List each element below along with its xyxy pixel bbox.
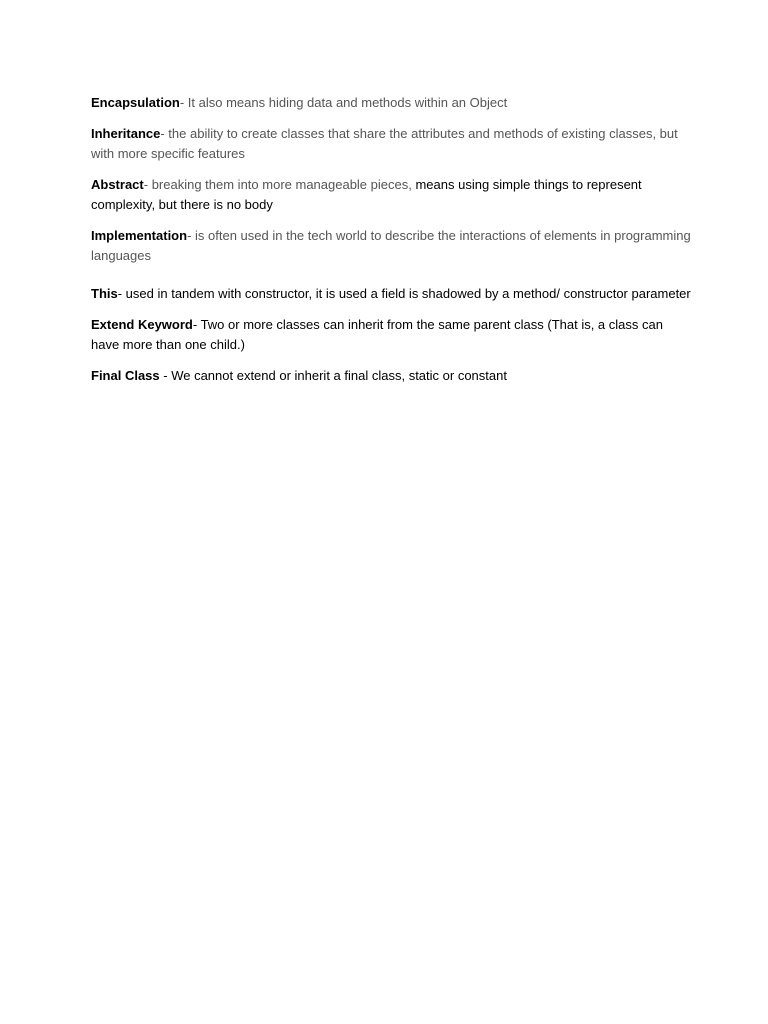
definition-this [91, 284, 691, 304]
definition-implementation [91, 226, 691, 266]
term-label: Implementation [91, 228, 188, 243]
definition-text: - the ability to create classes that share the attributes and methods of existing classes, but with more specific features [91, 126, 678, 161]
definition-abstract [91, 175, 691, 215]
document-body [91, 93, 691, 397]
term-label: Abstract [91, 177, 144, 192]
term-label: Extend Keyword [91, 317, 193, 332]
definition-text: - breaking them into more manageable pieces, [143, 177, 416, 192]
term-label: Encapsulation [91, 95, 180, 110]
definition-final-class [91, 366, 691, 386]
term-label: Final Class [91, 368, 160, 383]
definition-text: - We cannot extend or inherit a final class, static or constant [159, 368, 507, 383]
definition-text: - It also means hiding data and methods within an Object [179, 95, 508, 110]
definition-text: - used in tandem with constructor, it is used a field is shadowed by a method/ constructor parameter [117, 286, 691, 301]
definition-text: - is often used in the tech world to describe the interactions of elements in programming languages [91, 228, 691, 263]
term-label: This [91, 286, 118, 301]
definition-extend-keyword [91, 315, 691, 355]
definition-inheritance [91, 124, 691, 164]
term-label: Inheritance [91, 126, 161, 141]
definition-encapsulation [91, 93, 691, 113]
definition-text-continued: means using simple things to represent complexity, but there is no body [91, 177, 642, 212]
definition-text: - Two or more classes can inherit from the same parent class (That is, a class can have more than one child.) [91, 317, 663, 352]
